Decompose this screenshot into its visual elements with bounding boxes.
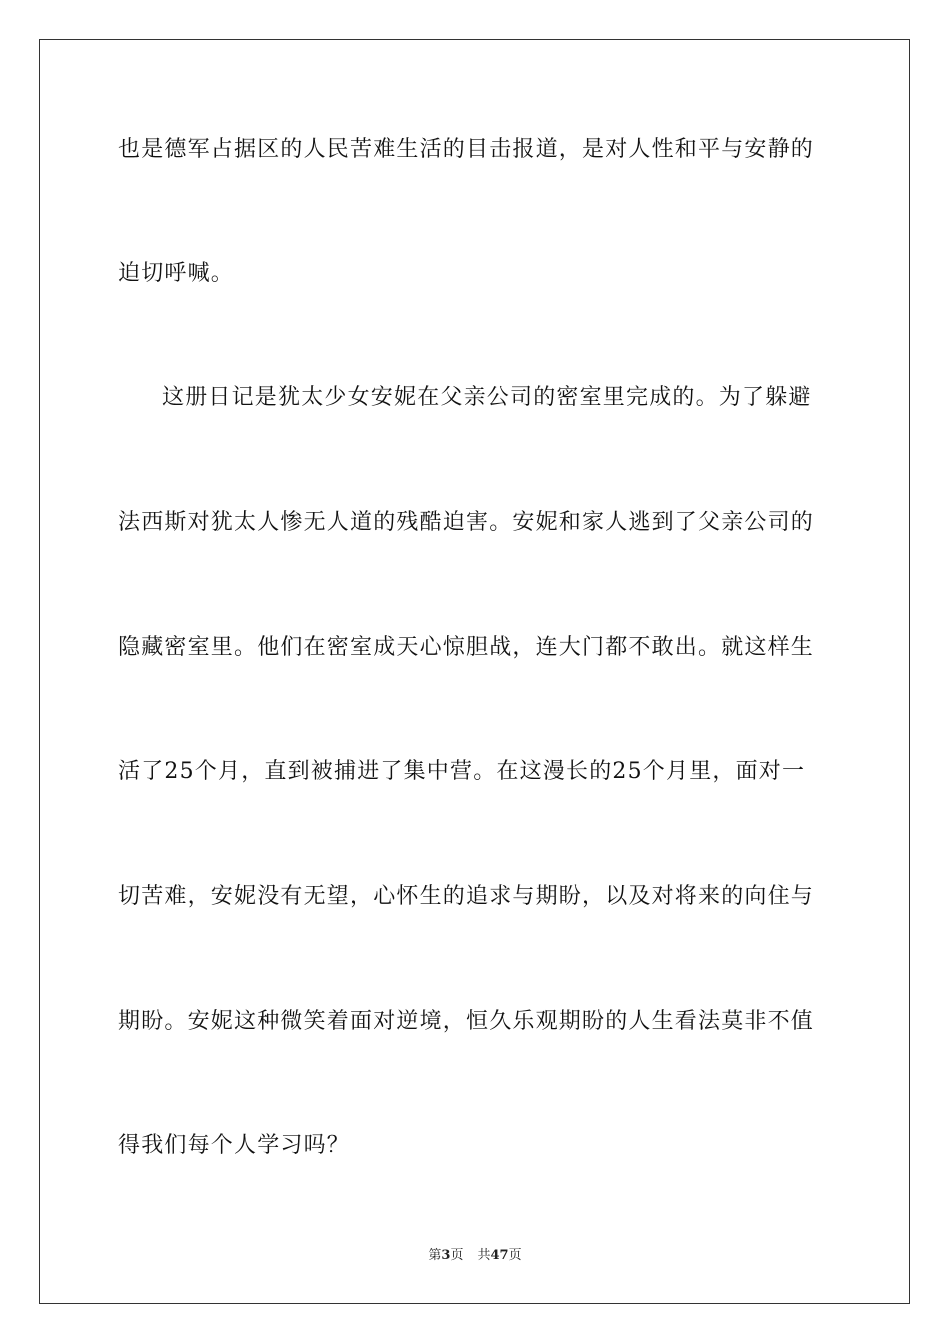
text-line-3: 这册日记是犹太少女安妮在父亲公司的密室里完成的。为了躲避 [162,385,812,410]
footer-total-suffix: 页 [508,1248,522,1263]
text-line-8: 期盼。安妮这种微笑着面对逆境，恒久乐观期盼的人生看法莫非不值 [118,1009,815,1034]
page-border [39,39,910,1304]
text-line-4: 法西斯对犹太人惨无人道的残酷迫害。安妮和家人逃到了父亲公司的 [118,510,815,535]
footer-total-prefix: 共 [477,1248,491,1263]
footer-page-prefix: 第 [428,1248,442,1263]
text-line-6: 活了25个月，直到被捕进了集中营。在这漫长的25个月里，面对一 [118,759,806,784]
footer-page-number: 3 [441,1248,451,1263]
footer-page-suffix: 页 [450,1248,464,1263]
text-line-1: 也是德军占据区的人民苦难生活的目击报道，是对人性和平与安静的 [118,137,815,162]
text-line-2: 迫切呼喊。 [118,261,235,286]
text-line-7: 切苦难，安妮没有无望，心怀生的追求与期盼，以及对将来的向住与 [118,884,815,909]
page-footer [0,1248,950,1264]
text-line-5: 隐藏密室里。他们在密室成天心惊胆战，连大门都不敢出。就这样生 [118,635,815,660]
text-line-9: 得我们每个人学习吗？ [118,1133,351,1158]
footer-total-number: 47 [490,1248,509,1263]
